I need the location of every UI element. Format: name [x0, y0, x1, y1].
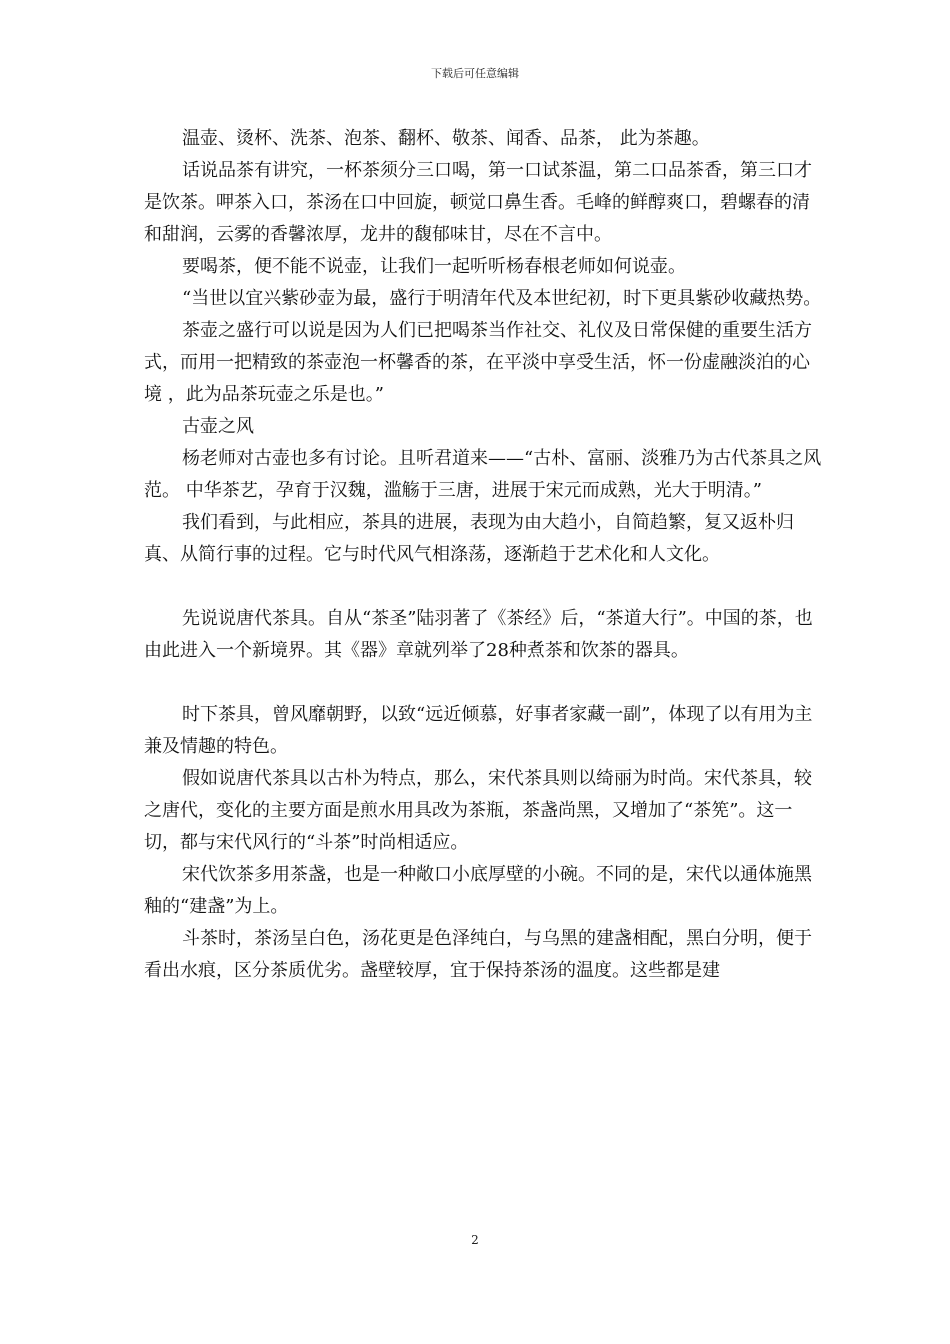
paragraph-song-teaware: 假如说唐代茶具以古朴为特点，那么，宋代茶具则以绮丽为时尚。宋代茶具，较之唐代，变化的主要方面是煎水用具改为茶瓶，茶盏尚黑，又增加了“茶筅”。这一切，都与宋代风行的“斗茶”时尚相适应。 — [144, 768, 812, 853]
page-header: 下载后可任意编辑 — [431, 67, 519, 80]
paragraph-teapot-popularity: 茶壶之盛行可以说是因为人们已把喝茶当作社交、礼仪及日常保健的重要生活方式，而用一把精致的茶壶泡一杯馨香的茶，在平淡中享受生活，怀一份虚融淡泊的心境 ，此为品茶玩壶之乐是也。” — [144, 320, 812, 405]
paragraph-period-teaware: 时下茶具，曾风靡朝野，以致“远近倾慕，好事者家藏一副”，体现了以有用为主兼及情趣的特色。 — [144, 704, 813, 757]
paragraph-tea-fun: 温壶、烫杯、洗茶、泡茶、翻杯、敬茶、闻香、品茶， 此为茶趣。 — [182, 128, 710, 149]
paragraph-tea-competition: 斗茶时，茶汤呈白色，汤花更是色泽纯白，与乌黑的建盏相配，黑白分明，便于看出水痕，区分茶质优劣。盏壁较厚，宜于保持茶汤的温度。这些都是建 — [144, 928, 812, 981]
paragraph-tang-teaware: 先说说唐代茶具。自从“茶圣”陆羽著了《茶经》后，“茶道大行”。中国的茶，也由此进入一个新境界。其《器》章就列举了28种煮茶和饮茶的器具。 — [144, 608, 813, 661]
paragraph-about-teapot: 要喝茶，便不能不说壶，让我们一起听听杨春根老师如何说壶。 — [182, 256, 686, 277]
paragraph-zisha-quote: “当世以宜兴紫砂壶为最，盛行于明清年代及本世纪初，时下更具紫砂收藏热势。 — [182, 288, 822, 309]
paragraph-tasting-tea: 话说品茶有讲究，一杯茶须分三口喝，第一口试茶温，第二口品茶香，第三口才是饮茶。呷茶入口，茶汤在口中回旋，顿觉口鼻生香。毛峰的鲜醇爽口，碧螺春的清和甜润，云雾的香馨浓厚，龙井的馥郁味甘，尽在不言中。 — [144, 160, 812, 245]
section-heading-ancient-teapot: 古壶之风 — [182, 416, 254, 437]
page-number: 2 — [471, 1233, 479, 1247]
paragraph-ancient-teapot-discussion: 杨老师对古壶也多有讨论。且听君道来——“古朴、富丽、淡雅乃为古代茶具之风范。 中华茶艺，孕育于汉魏，滥觞于三唐，进展于宋元而成熟，光大于明清。” — [144, 448, 822, 501]
paragraph-song-tea-bowl: 宋代饮茶多用茶盏，也是一种敞口小底厚壁的小碗。不同的是，宋代以通体施黑釉的“建盏”为上。 — [144, 864, 812, 917]
document-body — [144, 123, 824, 987]
paragraph-teaware-development: 我们看到，与此相应，茶具的进展，表现为由大趋小，自简趋繁，复又返朴归真、从简行事的过程。它与时代风气相涤荡，逐渐趋于艺术化和人文化。 — [144, 512, 794, 565]
